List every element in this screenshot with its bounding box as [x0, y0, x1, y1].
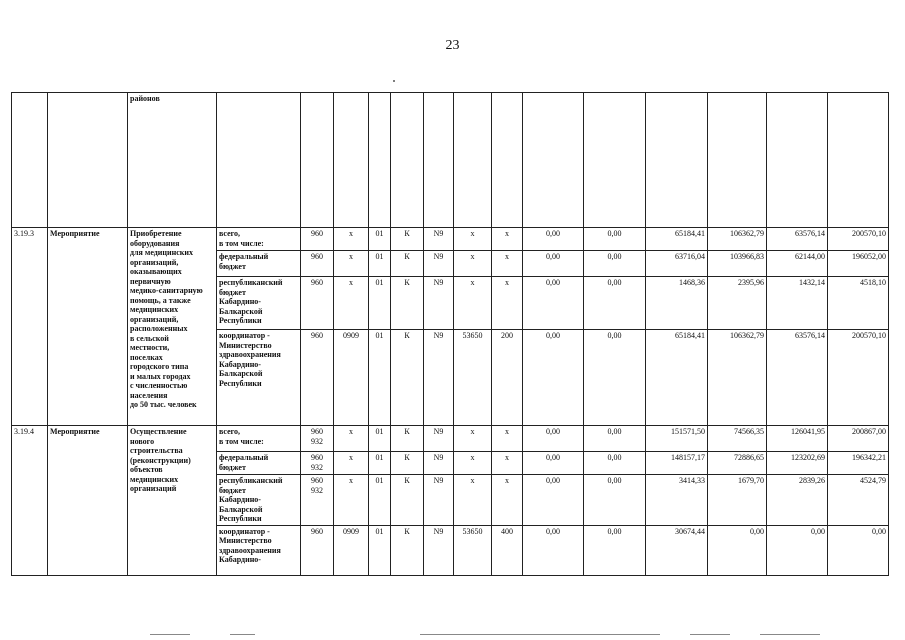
cell-code — [12, 93, 48, 228]
cell-c1: 960 — [301, 525, 334, 575]
cell-v4: 74566,35 — [708, 426, 767, 452]
table-row — [12, 426, 889, 452]
cell-v3: 1468,36 — [646, 277, 708, 330]
cell-c3: 01 — [369, 330, 391, 426]
cell-c6: х — [454, 251, 492, 277]
cell-v4: 106362,79 — [708, 330, 767, 426]
cell — [767, 93, 828, 228]
cell-v5: 1432,14 — [767, 277, 828, 330]
cell-v2: 0,00 — [584, 330, 646, 426]
cell-c5: N9 — [424, 277, 454, 330]
cell-c4: К — [391, 277, 424, 330]
cell-c4: К — [391, 426, 424, 452]
cell-type — [48, 93, 128, 228]
cell-c7: х — [492, 475, 523, 526]
table-row — [12, 93, 889, 228]
cell-c3: 01 — [369, 228, 391, 251]
cell-c5: N9 — [424, 426, 454, 452]
cell-c3: 01 — [369, 452, 391, 475]
scan-artifact-line — [760, 634, 820, 635]
row-code: 3.19.4 — [12, 426, 48, 576]
cell-v6: 0,00 — [828, 525, 889, 575]
cell-c6: х — [454, 426, 492, 452]
cell-v3: 65184,41 — [646, 330, 708, 426]
cell-c7: х — [492, 426, 523, 452]
cell-v5: 123202,69 — [767, 452, 828, 475]
cell — [454, 93, 492, 228]
cell-v6: 200867,00 — [828, 426, 889, 452]
cell-v2: 0,00 — [584, 228, 646, 251]
cell-c5: N9 — [424, 228, 454, 251]
cell-v6: 196052,00 — [828, 251, 889, 277]
cell — [523, 93, 584, 228]
cell-v6: 200570,10 — [828, 228, 889, 251]
cell-v4: 1679,70 — [708, 475, 767, 526]
row-name: Осуществление нового строительства (реконструкции) объектов медицинских организаций — [128, 426, 217, 576]
funding-source: координатор - Министерство здравоохранения Кабардино- — [217, 525, 301, 575]
cell-c1: 960 — [301, 277, 334, 330]
cell-c2: х — [334, 228, 369, 251]
cell-v4: 2395,96 — [708, 277, 767, 330]
cell-v2: 0,00 — [584, 452, 646, 475]
cell-c3: 01 — [369, 426, 391, 452]
cell-v5: 63576,14 — [767, 330, 828, 426]
cell-v1: 0,00 — [523, 452, 584, 475]
cell — [646, 93, 708, 228]
cell-c3: 01 — [369, 525, 391, 575]
row-type: Мероприятие — [48, 228, 128, 426]
cell-v2: 0,00 — [584, 475, 646, 526]
cell-v5: 63576,14 — [767, 228, 828, 251]
cell-c4: К — [391, 475, 424, 526]
cell — [424, 93, 454, 228]
cell-v6: 200570,10 — [828, 330, 889, 426]
cell-c5: N9 — [424, 330, 454, 426]
funding-source: координатор - Министерство здравоохранения Кабардино- Балкарской Республики — [217, 330, 301, 426]
cell — [391, 93, 424, 228]
cell-v1: 0,00 — [523, 426, 584, 452]
cell-v6: 4518,10 — [828, 277, 889, 330]
cell-c3: 01 — [369, 277, 391, 330]
cell-v4: 0,00 — [708, 525, 767, 575]
cell-c4: К — [391, 228, 424, 251]
cell-v2: 0,00 — [584, 251, 646, 277]
cell-c7: 200 — [492, 330, 523, 426]
cell-v5: 126041,95 — [767, 426, 828, 452]
cell-v3: 65184,41 — [646, 228, 708, 251]
cell-c2: х — [334, 251, 369, 277]
row-code: 3.19.3 — [12, 228, 48, 426]
cell — [369, 93, 391, 228]
cell-c5: N9 — [424, 525, 454, 575]
cell — [828, 93, 889, 228]
page-number: 23 — [445, 38, 460, 53]
cell-c1: 960 — [301, 228, 334, 251]
cell-c2: х — [334, 426, 369, 452]
cell-c1: 960 932 — [301, 452, 334, 475]
cell-c4: К — [391, 251, 424, 277]
cell-c7: 400 — [492, 525, 523, 575]
cell-v3: 63716,04 — [646, 251, 708, 277]
funding-source: всего, в том числе: — [217, 426, 301, 452]
budget-table — [11, 92, 889, 576]
cell-v1: 0,00 — [523, 277, 584, 330]
cell-v6: 4524,79 — [828, 475, 889, 526]
scan-artifact-line — [420, 634, 660, 635]
row-type: Мероприятие — [48, 426, 128, 576]
cell-v5: 2839,26 — [767, 475, 828, 526]
funding-source: республиканский бюджет Кабардино- Балкарской Республики — [217, 277, 301, 330]
cell-c4: К — [391, 452, 424, 475]
cell-v4: 103966,83 — [708, 251, 767, 277]
scan-artifact-line — [690, 634, 730, 635]
cell-c6: х — [454, 277, 492, 330]
cell-v6: 196342,21 — [828, 452, 889, 475]
cell-c1: 960 — [301, 251, 334, 277]
cell-v1: 0,00 — [523, 330, 584, 426]
cell-v1: 0,00 — [523, 475, 584, 526]
row-name: Приобретение оборудования для медицинских организаций, оказывающих первичную медико-санитарную помощь, а также медицинских организаций, расположенных в сельской местности, поселках городского типа и малых городах с численностью населения до 50 тыс. человек — [128, 228, 217, 426]
cell-source — [217, 93, 301, 228]
cell-c2: х — [334, 452, 369, 475]
cell-c5: N9 — [424, 475, 454, 526]
cell-name: районов — [128, 93, 217, 228]
cell-c1: 960 932 — [301, 475, 334, 526]
funding-source: республиканский бюджет Кабардино- Балкарской Республики — [217, 475, 301, 526]
cell-v2: 0,00 — [584, 277, 646, 330]
cell-v3: 148157,17 — [646, 452, 708, 475]
cell-c2: 0909 — [334, 525, 369, 575]
cell-v3: 151571,50 — [646, 426, 708, 452]
cell-c3: 01 — [369, 251, 391, 277]
funding-source: федеральный бюджет — [217, 452, 301, 475]
funding-source: федеральный бюджет — [217, 251, 301, 277]
cell-c7: х — [492, 251, 523, 277]
cell-c4: К — [391, 525, 424, 575]
cell-v1: 0,00 — [523, 525, 584, 575]
cell-c6: х — [454, 452, 492, 475]
cell-c5: N9 — [424, 452, 454, 475]
cell — [708, 93, 767, 228]
cell-c1: 960 932 — [301, 426, 334, 452]
cell-c4: К — [391, 330, 424, 426]
cell-c5: N9 — [424, 251, 454, 277]
cell-c7: х — [492, 452, 523, 475]
cell-c7: х — [492, 228, 523, 251]
cell — [492, 93, 523, 228]
cell-v3: 3414,33 — [646, 475, 708, 526]
cell-v5: 62144,00 — [767, 251, 828, 277]
cell-c6: 53650 — [454, 330, 492, 426]
funding-source: всего, в том числе: — [217, 228, 301, 251]
cell-v1: 0,00 — [523, 251, 584, 277]
cell-v3: 30674,44 — [646, 525, 708, 575]
scan-artifact-line — [230, 634, 255, 635]
cell — [301, 93, 334, 228]
cell-c1: 960 — [301, 330, 334, 426]
cell-c7: х — [492, 277, 523, 330]
scan-speck — [393, 80, 395, 82]
cell-v2: 0,00 — [584, 525, 646, 575]
cell-v1: 0,00 — [523, 228, 584, 251]
cell-c2: х — [334, 277, 369, 330]
cell-c6: х — [454, 475, 492, 526]
cell-v5: 0,00 — [767, 525, 828, 575]
cell-v4: 72886,65 — [708, 452, 767, 475]
cell-c6: х — [454, 228, 492, 251]
cell-c3: 01 — [369, 475, 391, 526]
cell-v4: 106362,79 — [708, 228, 767, 251]
table-row — [12, 228, 889, 251]
cell — [584, 93, 646, 228]
cell — [334, 93, 369, 228]
cell-c2: 0909 — [334, 330, 369, 426]
cell-c6: 53650 — [454, 525, 492, 575]
cell-v2: 0,00 — [584, 426, 646, 452]
scan-artifact-line — [150, 634, 190, 635]
cell-c2: х — [334, 475, 369, 526]
